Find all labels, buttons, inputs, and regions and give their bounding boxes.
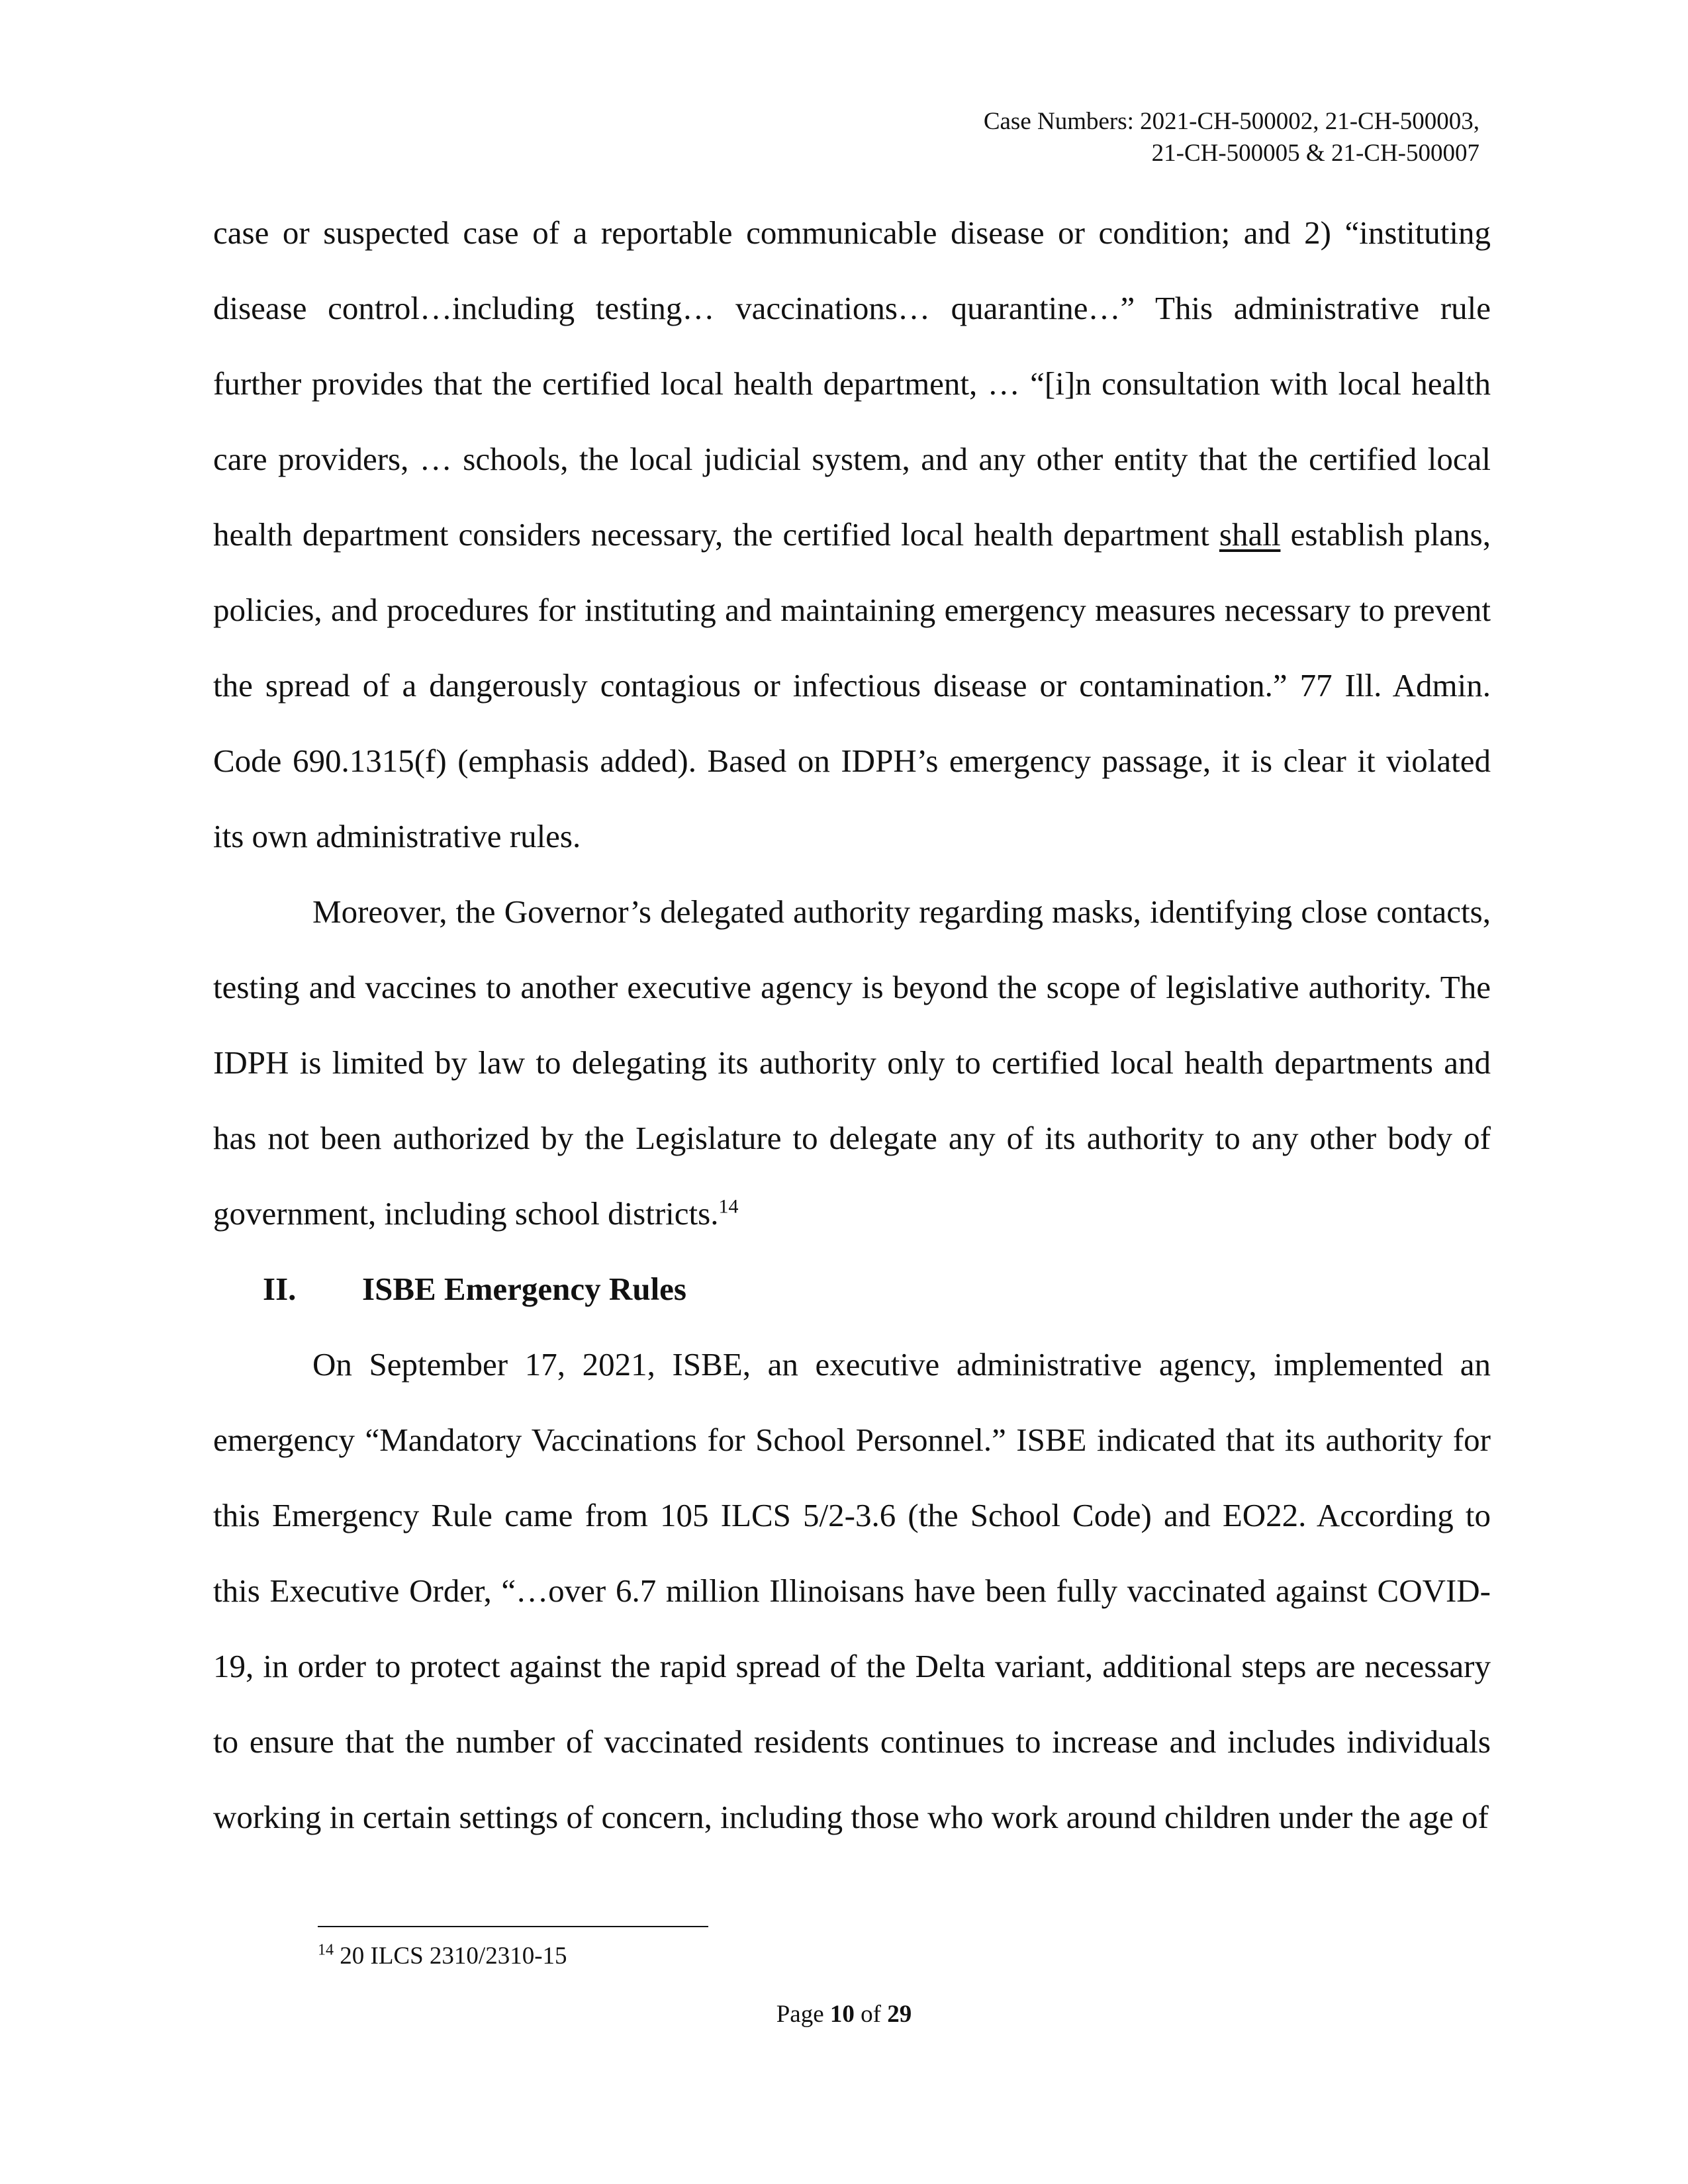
footnote-number: 14 xyxy=(318,1941,334,1959)
document-body xyxy=(213,195,1491,1855)
paragraph-2 xyxy=(213,874,1491,1251)
footnote xyxy=(318,1940,567,1972)
case-number-line-2: 21-CH-500005 & 21-CH-500007 xyxy=(1151,140,1479,167)
paragraph-1 xyxy=(213,195,1491,874)
case-number-line-1: Case Numbers: 2021-CH-500002, 21-CH-500003, xyxy=(983,108,1479,135)
page-current: 10 xyxy=(829,2001,855,2028)
paragraph-3 xyxy=(213,1327,1491,1855)
paragraph-1-text-a: case or suspected case of a reportable communicable disease or condition; and 2) “instituting disease control…including testing… vaccinations… quarantine…” This administrative rule further provides that the certified local health department, … “[i]n consultation with local health care providers, … schools, the local judicial system, and any other entity that the certified local health department considers necessary, the certified local health department xyxy=(213,214,1491,553)
paragraph-2-text: Moreover, the Governor’s delegated authority regarding masks, identifying close contacts, testing and vaccines to another executive agency is beyond the scope of legislative authority. The IDPH is limited by law to delegating its authority only to certified local health departments and has not been authorized by the Legislature to delegate any of its authority to any other body of government, including school districts. xyxy=(213,893,1491,1232)
page-prefix: Page xyxy=(776,2001,830,2028)
section-heading xyxy=(213,1251,1491,1327)
footnote-text: 20 ILCS 2310/2310-15 xyxy=(334,1942,567,1970)
page-total: 29 xyxy=(887,2001,912,2028)
page-number xyxy=(0,1999,1688,2030)
footnote-reference[interactable]: 14 xyxy=(718,1195,739,1218)
case-number-header xyxy=(685,106,1479,169)
footnote-divider xyxy=(318,1926,708,1927)
paragraph-1-text-b: establish plans, policies, and procedures for instituting and maintaining emergency measures necessary to prevent the spread of a dangerously contagious or infectious disease or contamination.” 77 Ill. Admin. Code 690.1315(f) (emphasis added). Based on IDPH’s emergency passage, it is clear it violated its own administrative rules. xyxy=(213,516,1491,854)
section-title: ISBE Emergency Rules xyxy=(362,1271,686,1307)
section-number: II. xyxy=(263,1271,297,1307)
paragraph-3-text: On September 17, 2021, ISBE, an executive administrative agency, implemented an emergency “Mandatory Vaccinations for School Personnel.” ISBE indicated that its authority for this Emergency Rule came from 105 ILCS 5/2-3.6 (the School Code) and EO22. According to this Executive Order, “…over 6.7 million Illinoisans have been fully vaccinated against COVID-19, in order to protect against the rapid spread of the Delta variant, additional steps are necessary to ensure that the number of vaccinated residents continues to increase and includes individuals working in certain settings of concern, including those who work around children under the age of xyxy=(213,1346,1491,1835)
page-of: of xyxy=(854,2001,888,2028)
emphasis-shall: shall xyxy=(1219,516,1281,553)
